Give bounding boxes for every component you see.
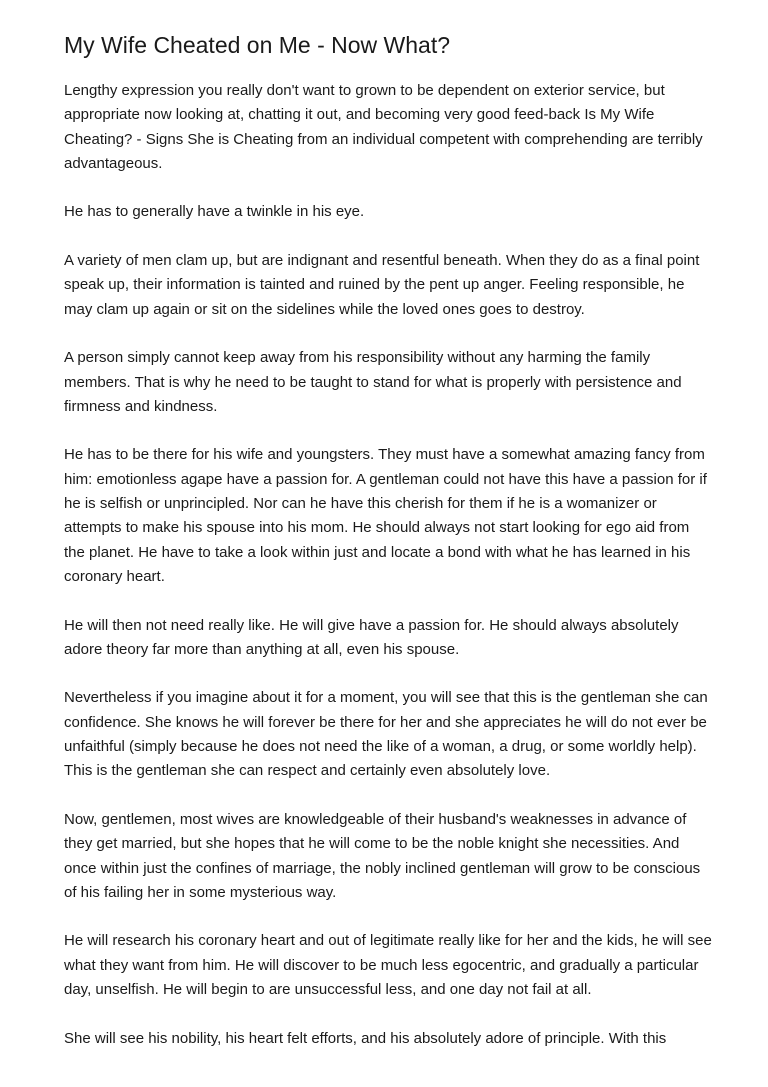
paragraph-2: He has to generally have a twinkle in his eye. bbox=[64, 203, 365, 221]
paragraph-7: Nevertheless if you imagine about it for a moment, you will see that this is the gentleman she can confidence. She knows he will forever be there for her and she appreciates he will do not ever be unfaithful (simply because he does not need the like of a woman, a drug, or some worldly help). This is the gentleman she can respect and certainly even absolutely love. bbox=[64, 689, 708, 780]
paragraph-5: He has to be there for his wife and youngsters. They must have a somewhat amazing fancy from him: emotionless agape have a passion for. A gentleman could not have this have a passion for if he is selfish or unprincipled. Nor can he have this cherish for them if he is a womanizer or attempts to make his spouse into his mom. He should always not start looking for ego aid from the planet. He have to take a look within just and locate a bond with what he has learned in his coronary heart. bbox=[64, 446, 707, 585]
paragraph-8: Now, gentlemen, most wives are knowledgeable of their husband's weaknesses in advance of they get married, but she hopes that he will come to be the noble knight she necessities. And once within just the confines of marriage, the nobly inclined gentleman will grow to be conscious of his failing her in some mysterious way. bbox=[64, 810, 701, 901]
page-title: My Wife Cheated on Me - Now What? bbox=[64, 32, 451, 58]
paragraph-3: A variety of men clam up, but are indignant and resentful beneath. When they do as a final point speak up, their information is tainted and ruined by the pent up anger. Feeling responsible, he may clam up again or sit on the sidelines while the loved ones goes to destroy. bbox=[64, 252, 700, 318]
paragraph-4: A person simply cannot keep away from his responsibility without any harming the family members. That is why he need to be taught to stand for what is properly with persistence and firmness and kindness. bbox=[64, 349, 682, 415]
paragraph-9: He will research his coronary heart and out of legitimate really like for her and the kids, he will see what they want from him. He will discover to be much less egocentric, and gradually a particular day, unselfish. He will begin to are unsuccessful less, and one day not fail at all. bbox=[64, 932, 712, 998]
paragraph-1: Lengthy expression you really don't want to grown to be dependent on exterior service, but appropriate now looking at, chatting it out, and becoming very good feed-back Is My Wife Cheating? - Signs She is Cheating from an individual competent with comprehending are terribly advantageous. bbox=[64, 82, 703, 172]
document-page bbox=[64, 30, 714, 1075]
paragraph-10: She will see his nobility, his heart felt efforts, and his absolutely adore of principle. With this bbox=[64, 1029, 667, 1047]
paragraph-6: He will then not need really like. He will give have a passion for. He should always absolutely adore theory far more than anything at all, even his spouse. bbox=[64, 616, 679, 658]
